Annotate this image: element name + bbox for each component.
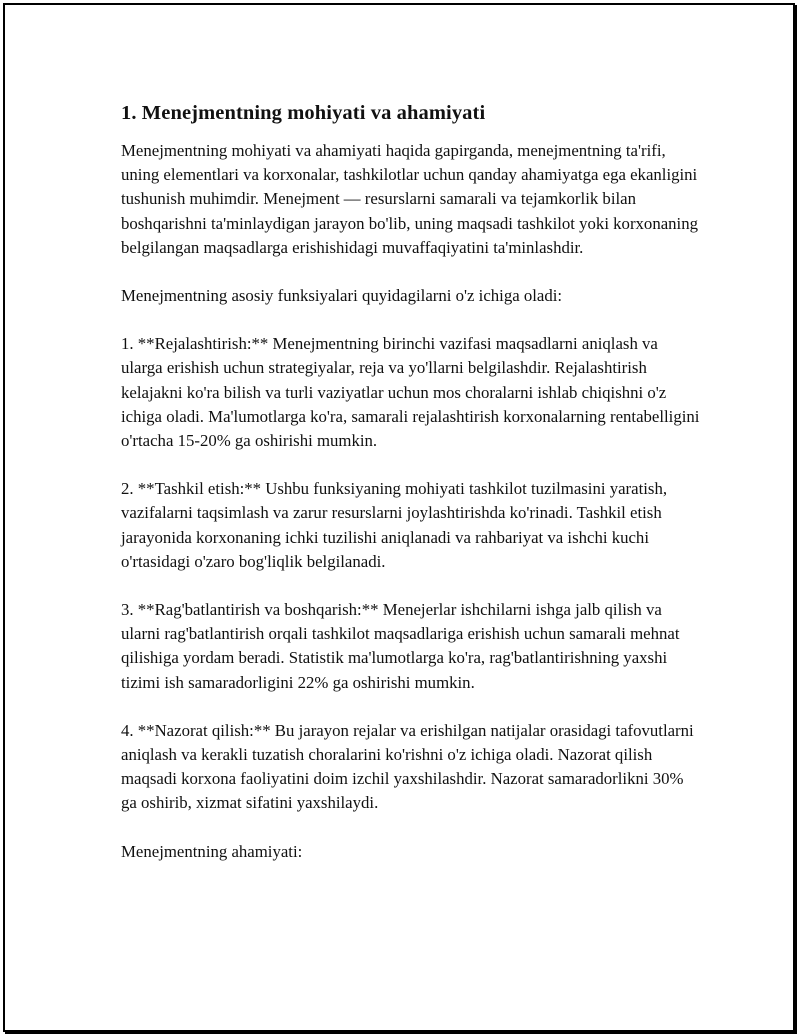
section-heading: 1. Menejmentning mohiyati va ahamiyati (121, 102, 486, 124)
functions-intro-paragraph: Menejmentning asosiy funksiyalari quyidagilarni o'z ichiga oladi: (121, 286, 563, 306)
function-planning-paragraph: 1. **Rejalashtirish:** Menejmentning birinchi vazifasi maqsadlarni aniqlash va ularga erishish uchun strategiyalar, reja va yo'llarni belgilashdir. Rejalashtirish kelajakni ko'ra bilish va turli vaziyatlar uchun mos choralarni ishlab chiqishni o'z ichiga oladi. Ma'lumotlarga ko'ra, samarali rejalashtirish korxonalarning rentabelligini o'rtacha 15-20% ga oshirishi mumkin. (121, 334, 700, 451)
function-organizing-paragraph: 2. **Tashkil etish:** Ushbu funksiyaning mohiyati tashkilot tuzilmasini yaratish, vazifalarni taqsimlash va zarur resurslarni joylashtirishda ko'rinadi. Tashkil etish jarayonida korxonaning ichki tuzilishi aniqlanadi va rahbariyat va ishchi kuchi o'rtasidagi o'zaro bog'liqlik belgilanadi. (121, 479, 668, 571)
function-motivation-paragraph: 3. **Rag'batlantirish va boshqarish:** Menejerlar ishchilarni ishga jalb qilish va ularni rag'batlantirish orqali tashkilot maqsadlariga erishish uchun samarali mehnat qilishiga yordam beradi. Statistik ma'lumotlarga ko'ra, rag'batlantirishning yaxshi tizimi ish samaradorligini 22% ga oshirishi mumkin. (121, 600, 680, 692)
document-body (121, 100, 701, 888)
document-page (3, 3, 795, 1032)
function-control-paragraph: 4. **Nazorat qilish:** Bu jarayon rejalar va erishilgan natijalar orasidagi tafovutlarni aniqlash va kerakli tuzatish choralarini ko'rishni o'z ichiga oladi. Nazorat qilish maqsadi korxona faoliyatini doim izchil yaxshilashdir. Nazorat samaradorlikni 30% ga oshirib, xizmat sifatini yaxshilaydi. (121, 720, 694, 813)
intro-paragraph: Menejmentning mohiyati va ahamiyati haqida gapirganda, menejmentning ta'rifi, uning elementlari va korxonalar, tashkilotlar uchun qanday ahamiyatga ega ekanligini tushunish muhimdir. Menejment — resurslarni samarali va tejamkorlik bilan boshqarishni ta'minlaydigan jarayon bo'lib, uning maqsadi tashkilot yoki korxonaning belgilangan maqsadlarga erishishidagi muvaffaqiyatini ta'minlashdir. (121, 141, 698, 257)
importance-heading-paragraph: Menejmentning ahamiyati: (121, 841, 303, 861)
